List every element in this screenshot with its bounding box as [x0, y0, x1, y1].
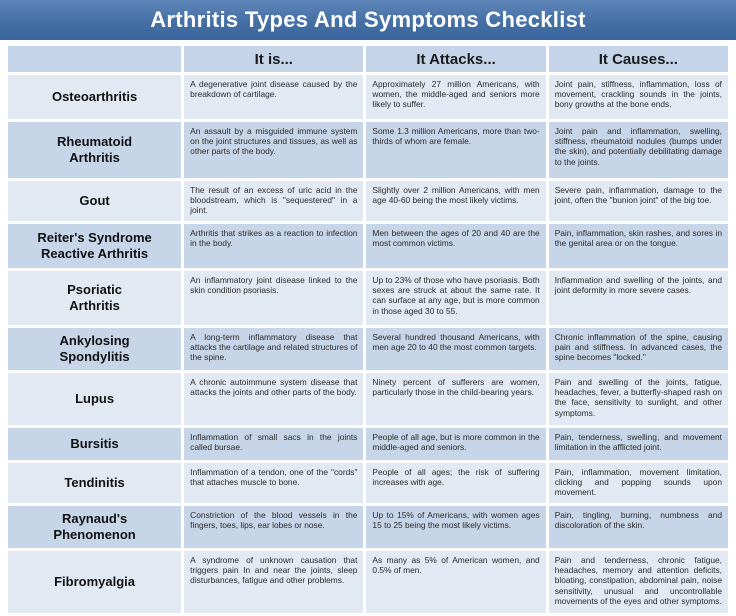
condition-name [8, 428, 181, 460]
condition-name-line: Rheumatoid [57, 134, 133, 149]
cell-it-is: A long-term inflammatory disease that attacks the cartilage and related structures of the spine. [184, 328, 363, 370]
cell-it-causes: Pain, inflammation, skin rashes, and sores in the genital area or on the tongue. [549, 224, 728, 268]
header-it-causes: It Causes... [549, 46, 728, 72]
cell-it-is: Inflammation of small sacs in the joints called bursae. [184, 428, 363, 460]
condition-name-line: Spondylitis [59, 349, 130, 364]
condition-name [8, 328, 181, 370]
condition-name-line: Tendinitis [64, 475, 125, 490]
cell-it-attacks: Several hundred thousand Americans, with men age 20 to 40 the most common targets. [366, 328, 545, 370]
table-row [8, 75, 728, 119]
cell-it-is: An inflammatory joint disease linked to the skin condition psoriasis. [184, 271, 363, 325]
cell-it-attacks: Up to 15% of Americans, with women ages 15 to 25 being the most likely victims. [366, 506, 545, 548]
cell-it-causes: Pain, inflammation, movement limitation, clicking and popping sounds upon movement. [549, 463, 728, 503]
table-row [8, 181, 728, 221]
cell-it-is: Constriction of the blood vessels in the fingers, toes, lips, ear lobes or nose. [184, 506, 363, 548]
cell-it-attacks: Men between the ages of 20 and 40 are the most common victims. [366, 224, 545, 268]
cell-it-is: The result of an excess of uric acid in the bloodstream, which is "sequestered" in a joint. [184, 181, 363, 221]
condition-name-line: Osteoarthritis [51, 89, 138, 104]
cell-it-causes: Chronic inflammation of the spine, causing pain and stiffness. In advanced cases, the spine becomes "locked." [549, 328, 728, 370]
page-title: Arthritis Types And Symptoms Checklist [150, 7, 586, 32]
condition-name-line: Reactive Arthritis [40, 246, 149, 261]
cell-it-causes: Pain, tingling, burning, numbness and discoloration of the skin. [549, 506, 728, 548]
cell-it-attacks: Slightly over 2 million Americans, with men age 40-60 being the most likely victims. [366, 181, 545, 221]
condition-name [8, 122, 181, 178]
condition-name-line: Arthritis [69, 298, 120, 313]
condition-name-line: Bursitis [70, 436, 119, 451]
condition-name-line: Phenomenon [53, 527, 136, 542]
cell-it-attacks: Ninety percent of sufferers are women, particularly those in the child-bearing years. [366, 373, 545, 425]
condition-name [8, 373, 181, 425]
condition-name [8, 181, 181, 221]
header-row [8, 46, 728, 72]
condition-name [8, 224, 181, 268]
table-row [8, 551, 728, 613]
cell-it-is: An assault by a misguided immune system on the joint structures and tissues, as well as other parts of the body. [184, 122, 363, 178]
table-row [8, 373, 728, 425]
condition-name-line: Lupus [75, 391, 115, 406]
condition-name [8, 271, 181, 325]
condition-name [8, 463, 181, 503]
cell-it-causes: Joint pain and inflammation, swelling, stiffness, rheumatoid nodules (bumps under the skin), and potentially debilitating damage to the joints. [549, 122, 728, 178]
condition-name-line: Arthritis [69, 150, 120, 165]
condition-name [8, 551, 181, 613]
cell-it-is: Inflammation of a tendon, one of the "cords" that attaches muscle to bone. [184, 463, 363, 503]
condition-name-line: Raynaud's [61, 511, 128, 526]
cell-it-is: A syndrome of unknown causation that triggers pain In and near the joints, sleep disturbances, fatigue and other problems. [184, 551, 363, 613]
title-bar [0, 0, 736, 40]
table-row [8, 506, 728, 548]
cell-it-causes: Inflammation and swelling of the joints, and joint deformity in more severe cases. [549, 271, 728, 325]
cell-it-attacks: As many as 5% of American women, and 0.5% of men. [366, 551, 545, 613]
cell-it-causes: Joint pain, stiffness, inflammation, loss of movement, crackling sounds in the joints, bony growths at the bone ends. [549, 75, 728, 119]
table-row [8, 224, 728, 268]
table-row [8, 328, 728, 370]
condition-name-line: Gout [79, 193, 110, 208]
cell-it-attacks: People of all age, but is more common in the middle-aged and seniors. [366, 428, 545, 460]
header-it-attacks: It Attacks... [366, 46, 545, 72]
cell-it-attacks: Approximately 27 million Americans, with women, the middle-aged and seniors more likely to suffer. [366, 75, 545, 119]
table-row [8, 122, 728, 178]
cell-it-is: A degenerative joint disease caused by the breakdown of cartilage. [184, 75, 363, 119]
table-row [8, 463, 728, 503]
cell-it-is: A chronic autoimmune system disease that attacks the joints and other parts of the body. [184, 373, 363, 425]
cell-it-causes: Severe pain, inflammation, damage to the joint, often the "bunion joint" of the big toe. [549, 181, 728, 221]
condition-name-line: Psoriatic [67, 282, 123, 297]
header-it-is: It is... [184, 46, 363, 72]
cell-it-attacks: Up to 23% of those who have psoriasis. Both sexes are struck at about the same rate. It can surface at any age, but is more common in those aged 30 to 55. [366, 271, 545, 325]
condition-name [8, 75, 181, 119]
cell-it-causes: Pain, tenderness, swelling, and movement limitation in the afflicted joint. [549, 428, 728, 460]
cell-it-attacks: Some 1.3 million Americans, more than two-thirds of whom are female. [366, 122, 545, 178]
table-row [8, 428, 728, 460]
condition-name-line: Reiter's Syndrome [37, 230, 152, 245]
cell-it-attacks: People of all ages; the risk of suffering increases with age. [366, 463, 545, 503]
condition-name [8, 506, 181, 548]
condition-name-line: Fibromyalgia [54, 574, 136, 589]
cell-it-causes: Pain and tenderness, chronic fatigue, headaches, memory and attention deficits, bloating, constipation, abdominal pain, noise sensitivity, unusual and uncontrollable movements of the eyes and other symptoms. [549, 551, 728, 613]
cell-it-causes: Pain and swelling of the joints, fatigue, headaches, fever, a butterfly-shaped rash on the face, sensitivity to sunlight, and other symptoms. [549, 373, 728, 425]
table-row [8, 271, 728, 325]
header-blank [8, 46, 181, 72]
condition-name-line: Ankylosing [59, 333, 130, 348]
arthritis-table [5, 43, 731, 616]
cell-it-is: Arthritis that strikes as a reaction to infection in the body. [184, 224, 363, 268]
